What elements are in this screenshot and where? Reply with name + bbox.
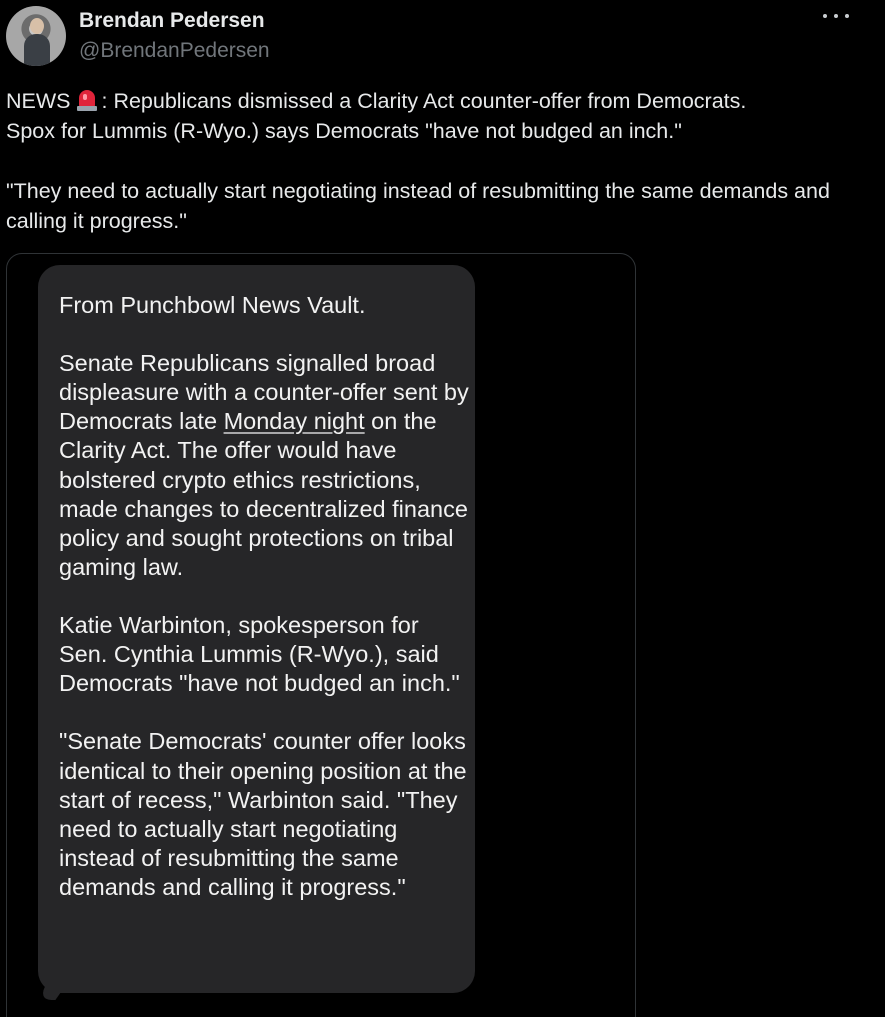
more-options-button[interactable] xyxy=(823,6,849,26)
message-paragraph-source: From Punchbowl News Vault. xyxy=(59,292,366,318)
message-text-segment: Senate Republicans signalled broad displeasure with a counter-offer sent by Democrats late xyxy=(59,350,469,435)
avatar-head xyxy=(30,18,44,34)
message-bubble xyxy=(38,265,475,993)
avatar[interactable] xyxy=(6,6,66,66)
tweet-text xyxy=(6,86,876,236)
author-display-name[interactable]: Brendan Pedersen xyxy=(79,9,265,32)
tweet-line-2: Spox for Lummis (R-Wyo.) says Democrats "have not budged an inch." xyxy=(6,119,682,143)
message-text-segment: on the Clarity Act. The offer would have bolstered crypto ethics restrictions, made changes to decentralized finance policy and sought protections on tribal gaming law. xyxy=(59,408,468,580)
more-horizontal-icon-dot xyxy=(845,14,849,18)
author-handle[interactable]: @BrendanPedersen xyxy=(79,39,270,62)
tweet-line-1-text: : Republicans dismissed a Clarity Act counter-offer from Democrats. xyxy=(101,89,747,113)
message-text xyxy=(59,291,469,902)
more-horizontal-icon-dot xyxy=(834,14,838,18)
message-paragraph-counter-offer xyxy=(59,349,469,582)
message-paragraph-quote: "Senate Democrats' counter offer looks identical to their opening position at the start of recess," Warbinton said. "They need to actually start negotiating instead of resubmitting the same demands and calling it progress." xyxy=(59,728,467,900)
siren-icon xyxy=(76,88,98,112)
tweet-media-image[interactable] xyxy=(6,253,636,1017)
more-horizontal-icon xyxy=(823,14,827,18)
message-paragraph-spokesperson: Katie Warbinton, spokesperson for Sen. Cynthia Lummis (R-Wyo.), said Democrats "have not budged an inch." xyxy=(59,612,460,697)
tweet-quote: "They need to actually start negotiating instead of resubmitting the same demands and calling it progress." xyxy=(6,179,830,233)
date-link: Monday night xyxy=(223,408,365,435)
tweet-line-1 xyxy=(6,86,876,116)
avatar-figure xyxy=(24,34,50,66)
tweet-news-label: NEWS xyxy=(6,89,71,113)
